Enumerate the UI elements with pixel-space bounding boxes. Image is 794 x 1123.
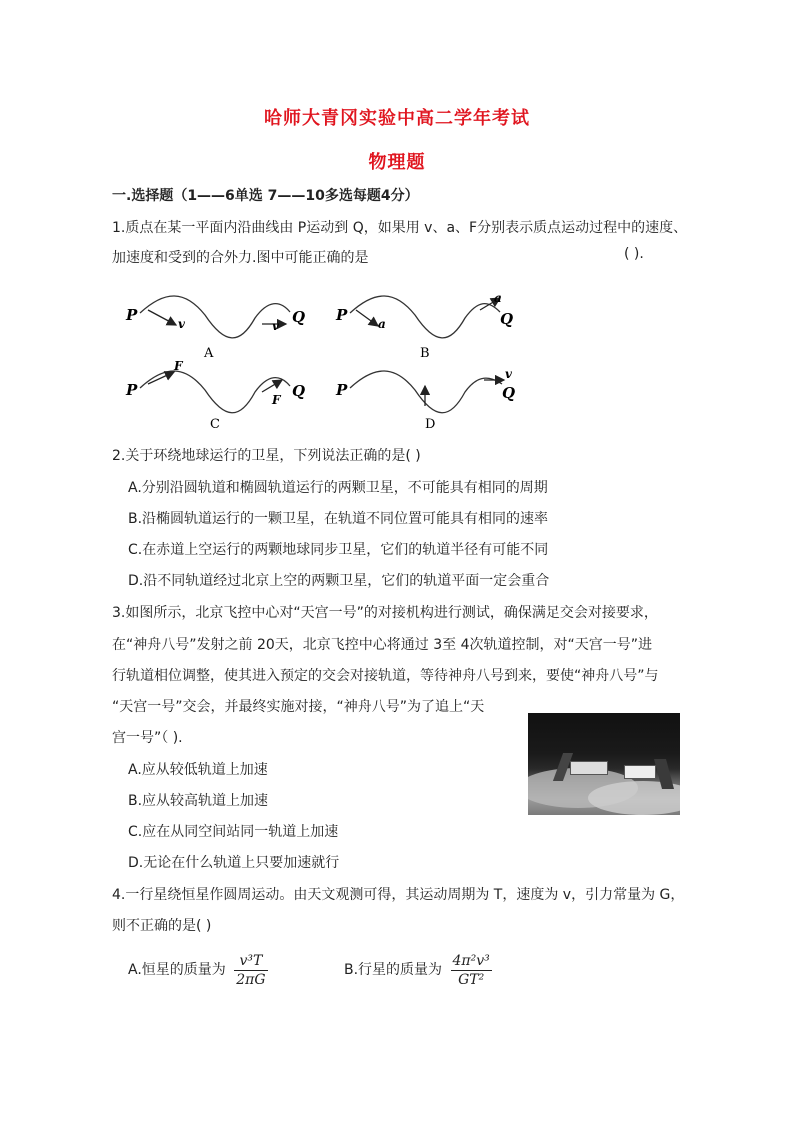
q2-option-a: A.分别沿圆轨道和椭圆轨道运行的两颗卫星，不可能具有相同的周期 xyxy=(128,480,548,496)
fig-b-mid-label: a xyxy=(378,317,386,331)
fig-c-mid-label: F xyxy=(174,359,183,373)
q4-option-a-label: A.恒星的质量为 xyxy=(128,962,226,978)
fig-a-end: Q xyxy=(292,308,306,326)
q4-option-a xyxy=(128,950,268,990)
fig-c-caption: C xyxy=(210,417,220,432)
fig-d-end-label: v xyxy=(505,367,512,381)
q2-stem: 2.关于环绕地球运行的卫星，下列说法正确的是( ) xyxy=(112,448,421,464)
q1-stem-line2: 加速度和受到的合外力.图中可能正确的是 xyxy=(112,250,369,266)
q4-option-b-fraction xyxy=(451,952,492,989)
q2-option-d: D.沿不同轨道经过北京上空的两颗卫星，它们的轨道平面一定会重合 xyxy=(128,573,550,589)
q4-option-b xyxy=(344,950,492,990)
fig-d-end: Q xyxy=(502,384,516,402)
q3-option-c: C.应在从同空间站同一轨道上加速 xyxy=(128,824,339,840)
q4-option-b-label: B.行星的质量为 xyxy=(344,962,443,978)
q3-line3: 行轨道相位调整，使其进入预定的交会对接轨道，等待神舟八号到来，要使“神舟八号”与 xyxy=(112,668,659,684)
fig-b-start: P xyxy=(336,306,348,324)
q3-option-a: A.应从较低轨道上加速 xyxy=(128,762,268,778)
q4-option-b-denominator: GT² xyxy=(458,971,485,988)
q4-option-a-numerator: v³T xyxy=(234,952,267,971)
q4-stem-line2: 则不正确的是( ) xyxy=(112,918,212,934)
fig-a-end-label: v xyxy=(272,319,279,333)
fig-c-end-label: F xyxy=(272,393,281,407)
fig-c-end: Q xyxy=(292,382,306,400)
exam-title: 哈师大青冈实验中高二学年考试 xyxy=(264,108,530,129)
fig-b xyxy=(335,291,513,361)
q1-stem-line1: 1.质点在某一平面内沿曲线由 P运动到 Q，如果用 v、a、F分别表示质点运动过程中的速度、 xyxy=(112,220,688,236)
fig-a xyxy=(125,296,305,361)
section-heading: 一.选择题（1——6单选 7——10多选每题4分） xyxy=(112,188,419,204)
exam-subtitle: 物理题 xyxy=(368,152,426,173)
q4-option-b-numerator: 4π²v³ xyxy=(452,952,490,969)
q3-option-b: B.应从较高轨道上加速 xyxy=(128,793,269,809)
fig-d xyxy=(335,367,515,432)
q2-option-c: C.在赤道上空运行的两颗地球同步卫星，它们的轨道半径有可能不同 xyxy=(128,542,549,558)
fig-c-start: P xyxy=(126,381,138,399)
q1-answer-paren: ( ). xyxy=(624,246,644,262)
q2-option-b: B.沿椭圆轨道运行的一颗卫星，在轨道不同位置可能具有相同的速率 xyxy=(128,511,549,527)
q4-option-a-fraction xyxy=(234,952,267,989)
fig-c xyxy=(125,359,305,432)
q3-option-d: D.无论在什么轨道上只要加速就行 xyxy=(128,855,340,871)
q3-line1: 3.如图所示，北京飞控中心对“天宫一号”的对接机构进行测试，确保满足交会对接要求， xyxy=(112,605,658,621)
q3-line4: “天宫一号”交会，并最终实施对接，“神舟八号”为了追上“天 xyxy=(112,699,485,715)
fig-a-mid-label: v xyxy=(178,317,185,331)
q3-line2: 在“神舟八号”发射之前 20天，北京飞控中心将通过 3至 4次轨道控制，对“天宫一号”进 xyxy=(112,637,652,653)
fig-d-caption: D xyxy=(425,417,436,432)
fig-b-end-label: a xyxy=(494,291,502,305)
fig-a-caption: A xyxy=(204,346,214,361)
fig-d-start: P xyxy=(336,381,348,399)
q3-line5: 宫一号”（ ). xyxy=(112,730,183,746)
q4-option-a-denominator: 2πG xyxy=(236,971,266,988)
fig-b-end: Q xyxy=(500,310,514,328)
fig-a-start: P xyxy=(126,306,138,324)
spacecraft-photo xyxy=(528,713,680,815)
fig-b-caption: B xyxy=(420,346,430,361)
q4-stem-line1: 4.一行星绕恒星作圆周运动。由天文观测可得，其运动周期为 T，速度为 v，引力常量为 G， xyxy=(112,887,685,903)
